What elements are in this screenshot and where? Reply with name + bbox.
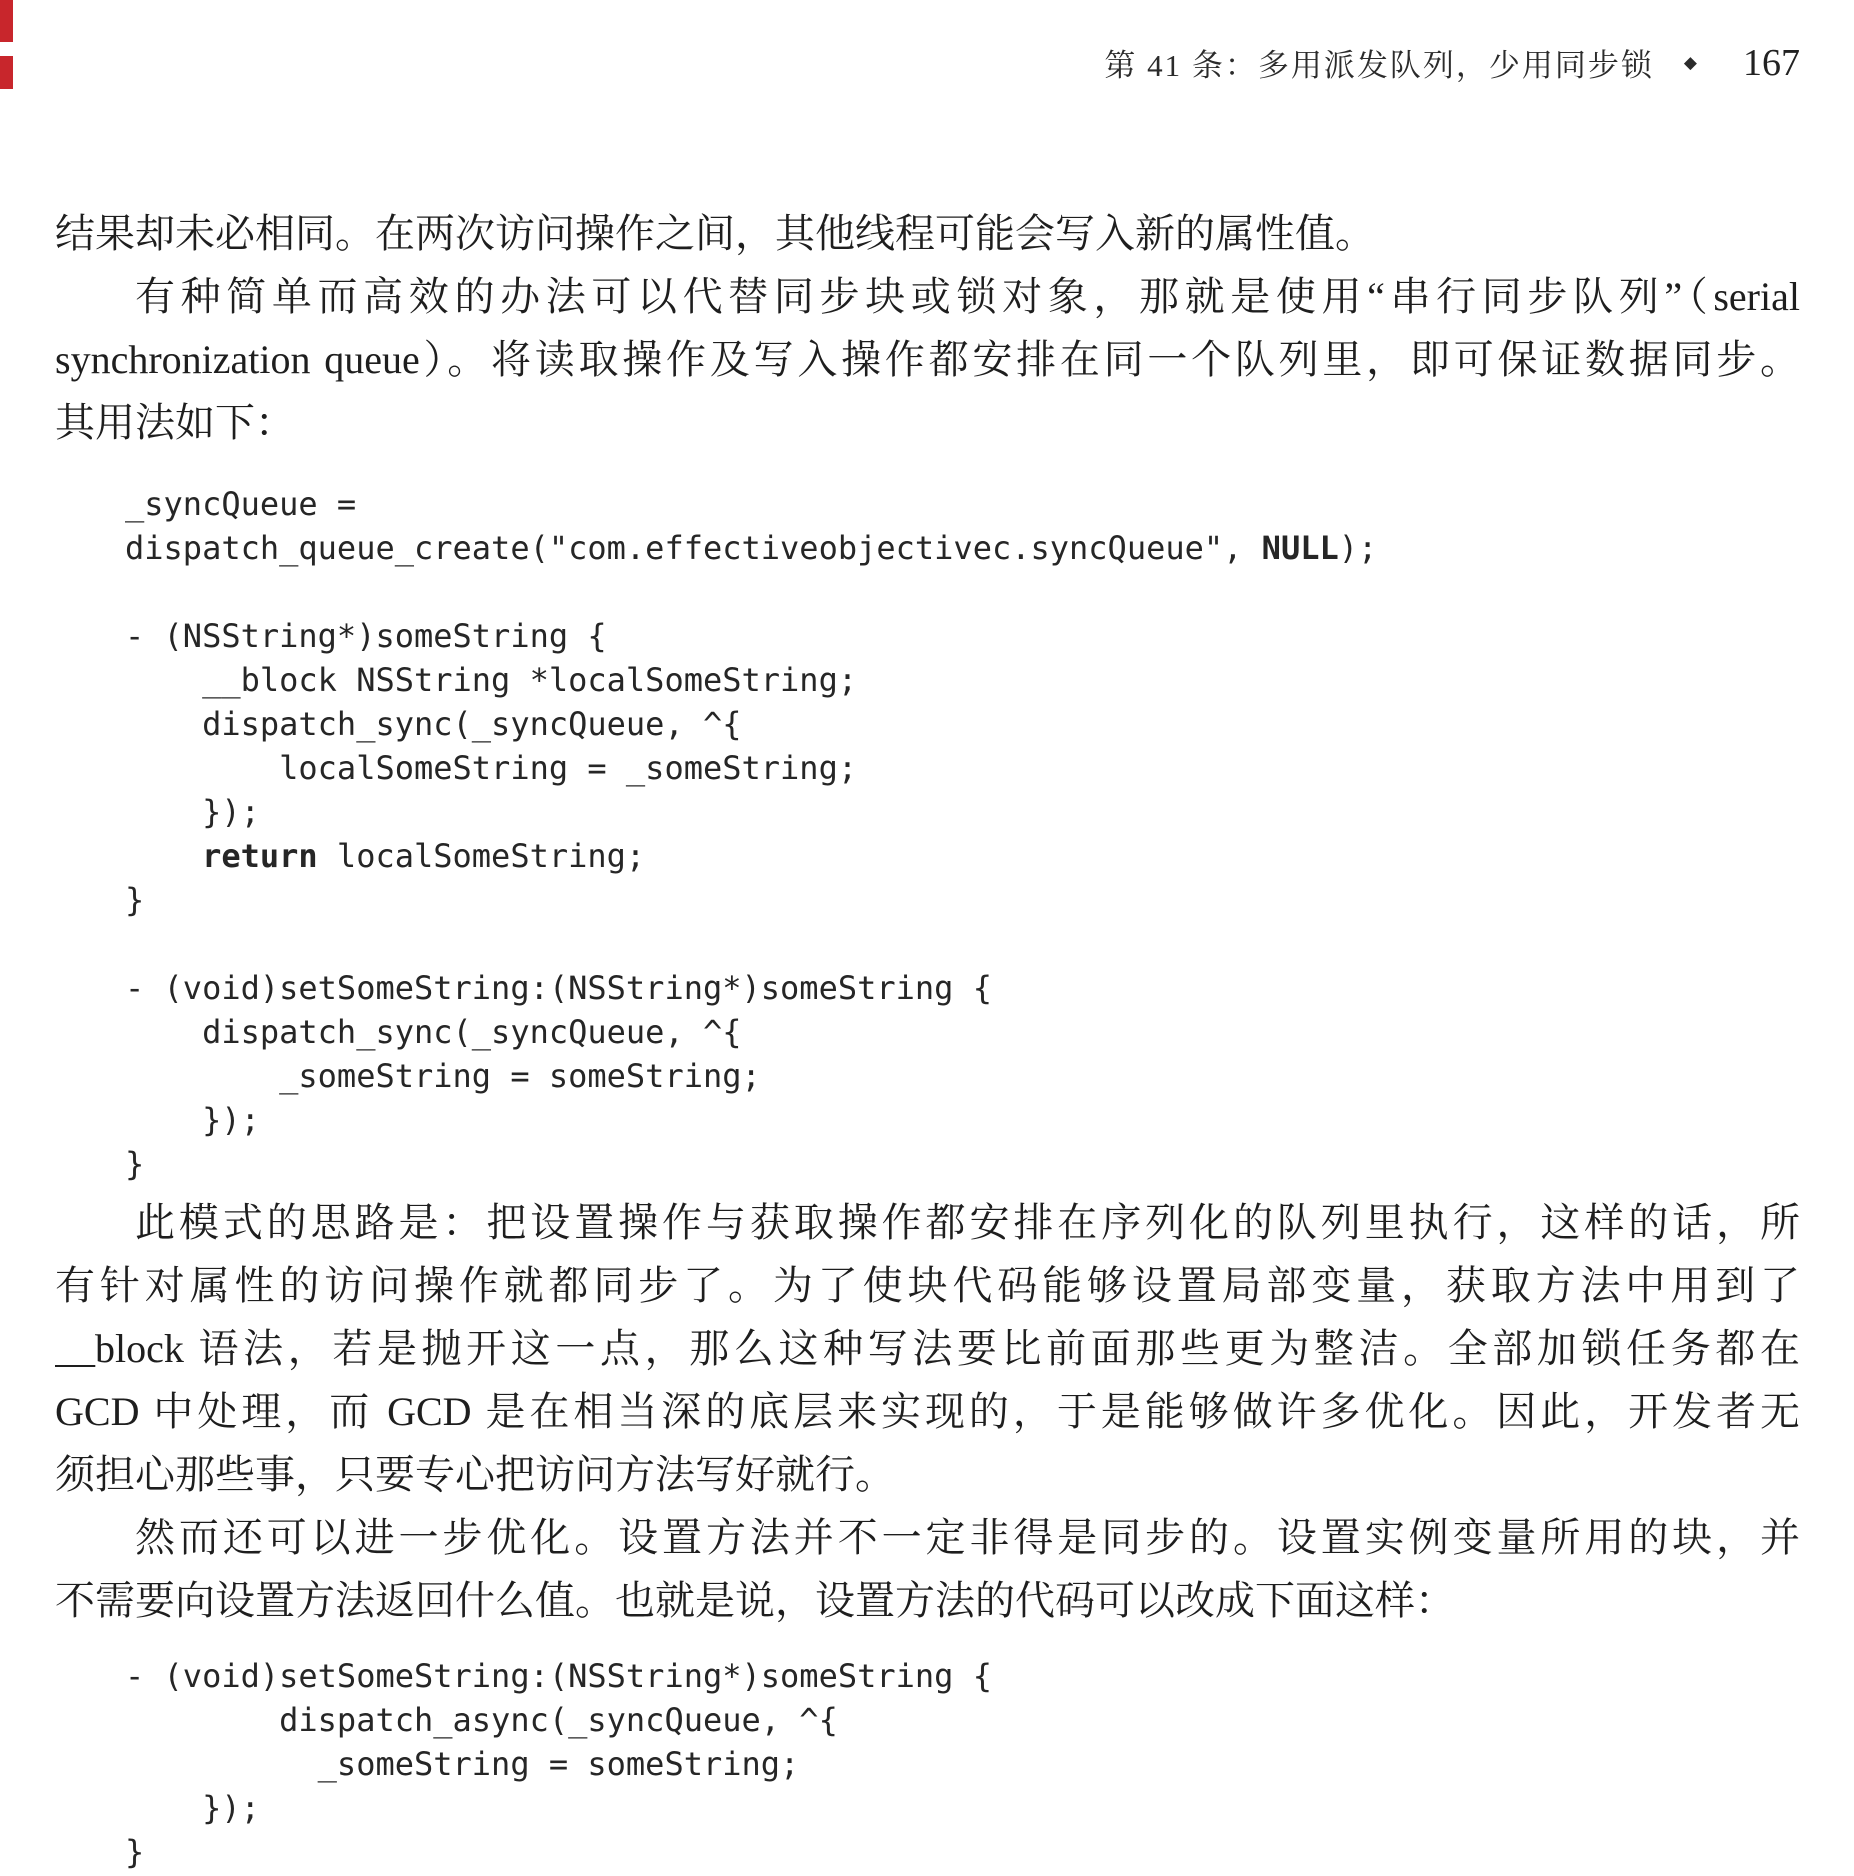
code-line (125, 1742, 1800, 1786)
page-number: 167 (1743, 41, 1800, 84)
code-line (125, 1010, 1800, 1054)
page-body (55, 0, 1800, 1874)
code-keyword: NULL (1261, 529, 1339, 567)
code-listing-async (55, 1654, 1800, 1874)
code-text: localSomeString; (317, 837, 646, 875)
code-text: _someString = someString; (125, 1057, 761, 1095)
code-line (125, 790, 1800, 834)
code-line (125, 1786, 1800, 1830)
paragraph-pattern-explanation (55, 1191, 1800, 1506)
code-line (125, 1142, 1800, 1186)
code-line (125, 1698, 1800, 1742)
text-line: 有针对属性的访问操作就都同步了。为了使块代码能够设置局部变量，获取方法中用到了 (55, 1263, 1800, 1308)
code-text: }); (125, 1789, 260, 1827)
code-line (125, 702, 1800, 746)
code-text: localSomeString = _someString; (125, 749, 858, 787)
code-line (125, 966, 1800, 1010)
code-text: _syncQueue = (125, 485, 357, 523)
paragraph-further-optimization (55, 1506, 1800, 1632)
code-text: dispatch_sync(_syncQueue, ^{ (125, 1013, 742, 1051)
code-text: } (125, 1145, 145, 1183)
code-text: dispatch_queue_create("com.effectiveobjectivec.syncQueue", (125, 529, 1262, 567)
text-line: 须担心那些事，只要专心把访问方法写好就行。 (55, 1452, 895, 1497)
code-line (125, 746, 1800, 790)
code-text: dispatch_sync(_syncQueue, ^{ (125, 705, 742, 743)
text-line: synchronization queue）。将读取操作及写入操作都安排在同一个队列里，即可保证数据同步。 (55, 337, 1800, 382)
code-line (125, 1054, 1800, 1098)
code-text: ); (1338, 529, 1378, 567)
code-listing-sync (55, 482, 1800, 1186)
code-text (125, 837, 202, 875)
text-line: GCD 中处理，而 GCD 是在相当深的底层来实现的，于是能够做许多优化。因此，开发者无 (55, 1389, 1800, 1434)
code-line (125, 834, 1800, 878)
code-text: }); (125, 1101, 260, 1139)
paragraph-continuation (55, 202, 1800, 265)
text-line: 然而还可以进一步优化。设置方法并不一定非得是同步的。设置实例变量所用的块，并 (135, 1515, 1800, 1560)
code-line (125, 658, 1800, 702)
code-line (125, 1098, 1800, 1142)
code-text: - (void)setSomeString:(NSString*)someString { (125, 1657, 992, 1695)
code-text: } (125, 881, 145, 919)
code-text: } (125, 1833, 145, 1871)
code-line (125, 482, 1800, 526)
code-keyword: return (202, 837, 318, 875)
red-edge-mark (0, 0, 13, 42)
chapter-title: 第 41 条：多用派发队列，少用同步锁 (1104, 48, 1654, 83)
text-line: 其用法如下： (55, 400, 295, 445)
code-line (125, 614, 1800, 658)
diamond-icon: ◆ (1683, 52, 1697, 72)
paragraph-serial-queue (55, 265, 1800, 454)
code-text: - (void)setSomeString:(NSString*)someString { (125, 969, 992, 1007)
text-line: __block 语法，若是抛开这一点，那么这种写法要比前面那些更为整洁。全部加锁任务都在 (55, 1326, 1800, 1371)
code-text: - (NSString*)someString { (125, 617, 607, 655)
text-line: 不需要向设置方法返回什么值。也就是说，设置方法的代码可以改成下面这样： (55, 1578, 1455, 1623)
code-line (125, 526, 1800, 570)
code-line (125, 1654, 1800, 1698)
code-line (125, 878, 1800, 922)
text-line: 此模式的思路是：把设置操作与获取操作都安排在序列化的队列里执行，这样的话，所 (135, 1200, 1800, 1245)
text-line: 有种简单而高效的办法可以代替同步块或锁对象，那就是使用“串行同步队列”（serial (135, 274, 1800, 319)
code-text: _someString = someString; (125, 1745, 800, 1783)
text-line: 结果却未必相同。在两次访问操作之间，其他线程可能会写入新的属性值。 (55, 211, 1375, 256)
code-text: dispatch_async(_syncQueue, ^{ (125, 1701, 838, 1739)
code-line (125, 570, 1800, 614)
code-text: }); (125, 793, 260, 831)
code-text: __block NSString *localSomeString; (125, 661, 858, 699)
code-line (125, 922, 1800, 966)
code-line (125, 1830, 1800, 1874)
